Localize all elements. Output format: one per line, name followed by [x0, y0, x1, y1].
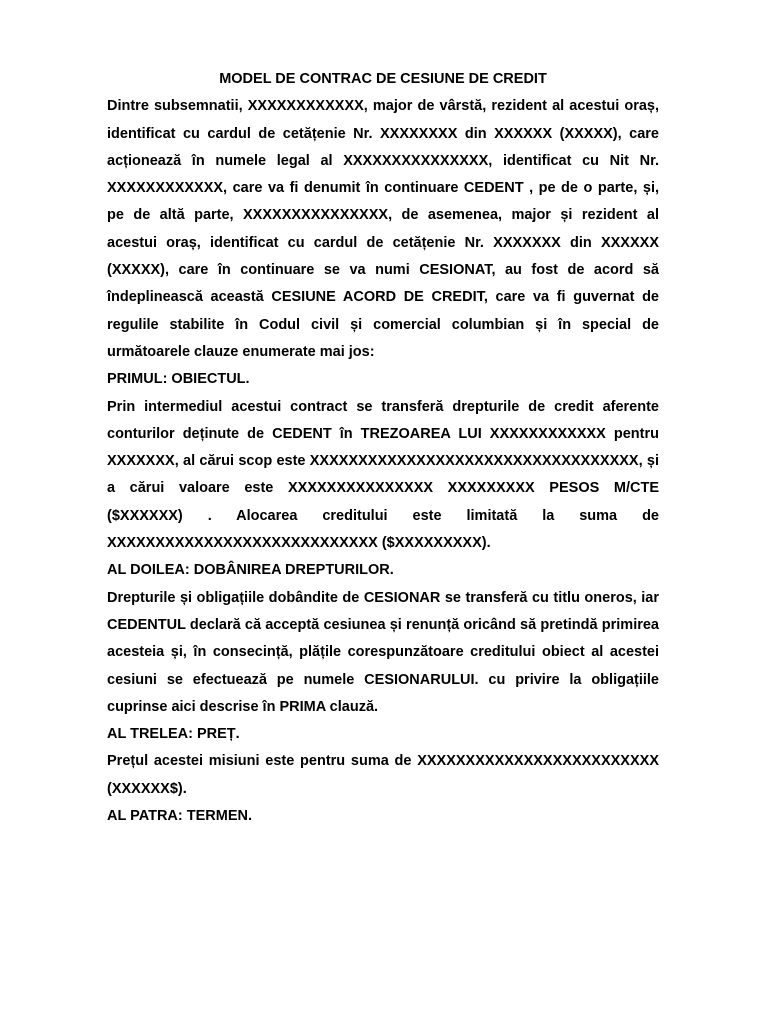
section-1-heading: PRIMUL: OBIECTUL.: [107, 371, 250, 388]
section-2-paragraph: Drepturile și obligațiile dobândite de CESIONAR se transferă cu titlu oneros, iar CEDENTUL declară că acceptă cesiunea și renunță oricând să pretindă primirea acesteia și, în consecință, plățile corespunzătoare creditului obiect al acestei cesiuni se efectuează pe numele CESIONARULUI. cu privire la obligațiile cuprinse aici descrise în PRIMA clauză.: [107, 589, 659, 715]
section-3-paragraph: Prețul acestei misiuni este pentru suma de XXXXXXXXXXXXXXXXXXXXXXXXX (XXXXXX$).: [107, 753, 659, 797]
section-1-paragraph: Prin intermediul acestui contract se transferă drepturile de credit aferente conturilor deținute de CEDENT în TREZOAREA LUI XXXXXXXXXXXX pentru XXXXXXX, al cărui scop este XXXXXXXXXXXXXXXXXXXXXXXXXXXXXXXXXX, și a cărui valoare este XXXXXXXXXXXXXXX XXXXXXXXX PESOS M/CTE ($XXXXXX) . Alocarea creditului este limitată la suma de XXXXXXXXXXXXXXXXXXXXXXXXXXXX ($XXXXXXXXX).: [107, 398, 659, 552]
document-title: MODEL DE CONTRAC DE CESIUNE DE CREDIT: [219, 71, 547, 87]
section-4-heading: AL PATRA: TERMEN.: [107, 808, 252, 825]
section-3-heading: AL TRELEA: PREȚ.: [107, 726, 240, 743]
section-2-heading: AL DOILEA: DOBÂNIREA DREPTURILOR.: [107, 562, 394, 579]
intro-paragraph: Dintre subsemnatii, XXXXXXXXXXXX, major de vârstă, rezident al acestui oraș, identificat cu cardul de cetățenie Nr. XXXXXXXX din XXXXXX (XXXXX), care acționează în numele legal al XXXXXXXXXXXXXXX, identificat cu Nit Nr. XXXXXXXXXXXX, care va fi denumit în continuare CEDENT , pe de o parte, și, pe de altă parte, XXXXXXXXXXXXXXX, de asemenea, major și rezident al acestui oraș, identificat cu cardul de cetățenie Nr. XXXXXXX din XXXXXX (XXXXX), care în continuare se va numi CESIONAT, au fost de acord să îndeplinească această CESIUNE ACORD DE CREDIT, care va fi guvernat de regulile stabilite în Codul civil și comercial columbian și în special de următoarele clauze enumerate mai jos:: [107, 98, 659, 360]
